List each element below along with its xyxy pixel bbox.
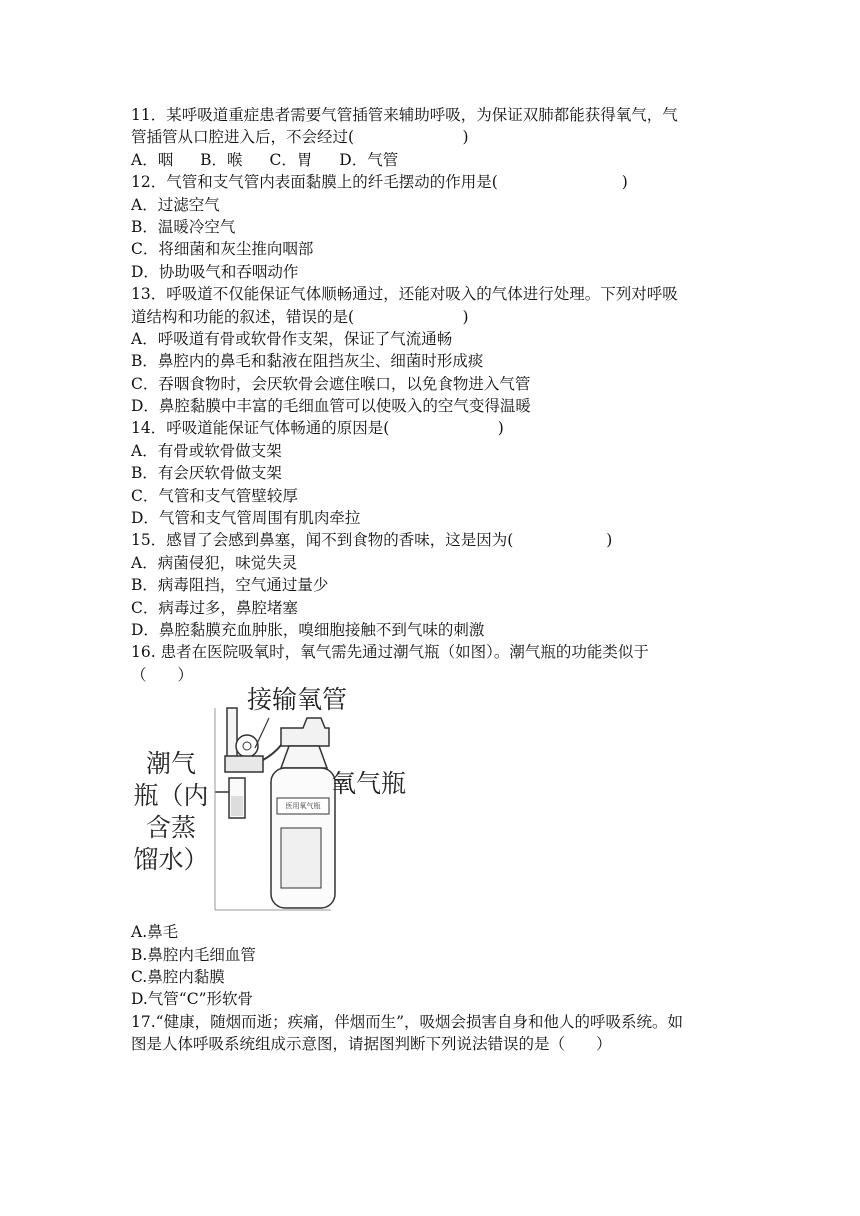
question-text: （ ） [131, 665, 194, 684]
option: B．病毒阻挡，空气通过量少 [131, 576, 329, 595]
question-16 [131, 641, 741, 1010]
question-text: 14．呼吸道能保证气体畅通的原因是( ) [131, 419, 504, 438]
question-text: 13．呼吸道不仅能保证气体顺畅通过，还能对吸入的气体进行处理。下列对呼吸 [131, 285, 678, 304]
options-row [131, 149, 741, 171]
option: D.气管“C”形软骨 [131, 990, 254, 1009]
worksheet [131, 104, 741, 1056]
question-12 [131, 171, 741, 283]
option: B．喉 [200, 150, 243, 169]
option: A．有骨或软骨做支架 [131, 441, 282, 460]
humidifier-figure [131, 685, 421, 913]
option: A．咽 [131, 150, 174, 169]
question-text: 17.“健康，随烟而逝；疾痛，伴烟而生”，吸烟会损害自身和他人的呼吸系统。如 [131, 1012, 684, 1031]
cylinder-label-text: 医用氧气瓶 [285, 802, 321, 811]
question-11 [131, 104, 741, 171]
question-text: 11．某呼吸道重症患者需要气管插管来辅助呼吸，为保证双肺都能获得氧气，气 [131, 106, 678, 124]
question-text: 图是人体呼吸系统组成示意图，请据图判断下列说法错误的是（ ） [131, 1035, 612, 1054]
option: C．将细菌和灰尘推向咽部 [131, 240, 314, 259]
option: B．温暖冷空气 [131, 217, 236, 236]
option: C．气管和支气管壁较厚 [131, 486, 298, 505]
question-text: 道结构和功能的叙述，错误的是( ) [131, 307, 469, 326]
tube-label: 接输氧管 [247, 685, 348, 715]
option: D．鼻腔黏膜充血肿胀，嗅细胞接触不到气味的刺激 [131, 620, 485, 639]
humidifier-label-line: 含蒸 [145, 813, 196, 843]
humidifier-label [131, 748, 211, 876]
option: D．气管 [339, 150, 399, 169]
option: C．吞咽食物时，会厌软骨会遮住喉口，以免食物进入气管 [131, 374, 531, 393]
option: C.鼻腔内黏膜 [131, 967, 225, 986]
option: D．鼻腔黏膜中丰富的毛细血管可以使吸入的空气变得温暖 [131, 397, 531, 416]
question-text: 管插管从口腔进入后，不会经过( ) [131, 128, 469, 147]
option: C．病毒过多，鼻腔堵塞 [131, 598, 298, 617]
question-14 [131, 417, 741, 529]
question-text: 12．气管和支气管内表面黏膜上的纤毛摆动的作用是( ) [131, 173, 628, 192]
humidifier-label-line: 潮气 [145, 749, 196, 779]
humidifier-label-line: 瓶（内 [133, 781, 209, 811]
option: D．气管和支气管周围有肌肉牵拉 [131, 509, 361, 528]
option: B.鼻腔内毛细血管 [131, 945, 256, 964]
question-text: 15．感冒了会感到鼻塞，闻不到食物的香味，这是因为( ) [131, 531, 613, 550]
humidifier-label-line: 馏水） [133, 845, 209, 875]
option: D．协助吸气和吞咽动作 [131, 262, 299, 281]
option: C．胃 [269, 150, 313, 169]
option: A.鼻毛 [131, 923, 179, 942]
option: A．病菌侵犯，味觉失灵 [131, 553, 298, 572]
bottle-label: 氧气瓶 [331, 769, 407, 799]
question-15 [131, 529, 741, 641]
option: B．有会厌软骨做支架 [131, 464, 282, 483]
option: A．过滤空气 [131, 195, 220, 214]
question-17 [131, 1011, 741, 1056]
option: B．鼻腔内的鼻毛和黏液在阻挡灰尘、细菌时形成痰 [131, 352, 484, 371]
question-text: 16. 患者在医院吸氧时，氧气需先通过潮气瓶（如图）。潮气瓶的功能类似于 [131, 643, 649, 662]
question-13 [131, 283, 741, 417]
option: A．呼吸道有骨或软骨作支架，保证了气流通畅 [131, 329, 453, 348]
